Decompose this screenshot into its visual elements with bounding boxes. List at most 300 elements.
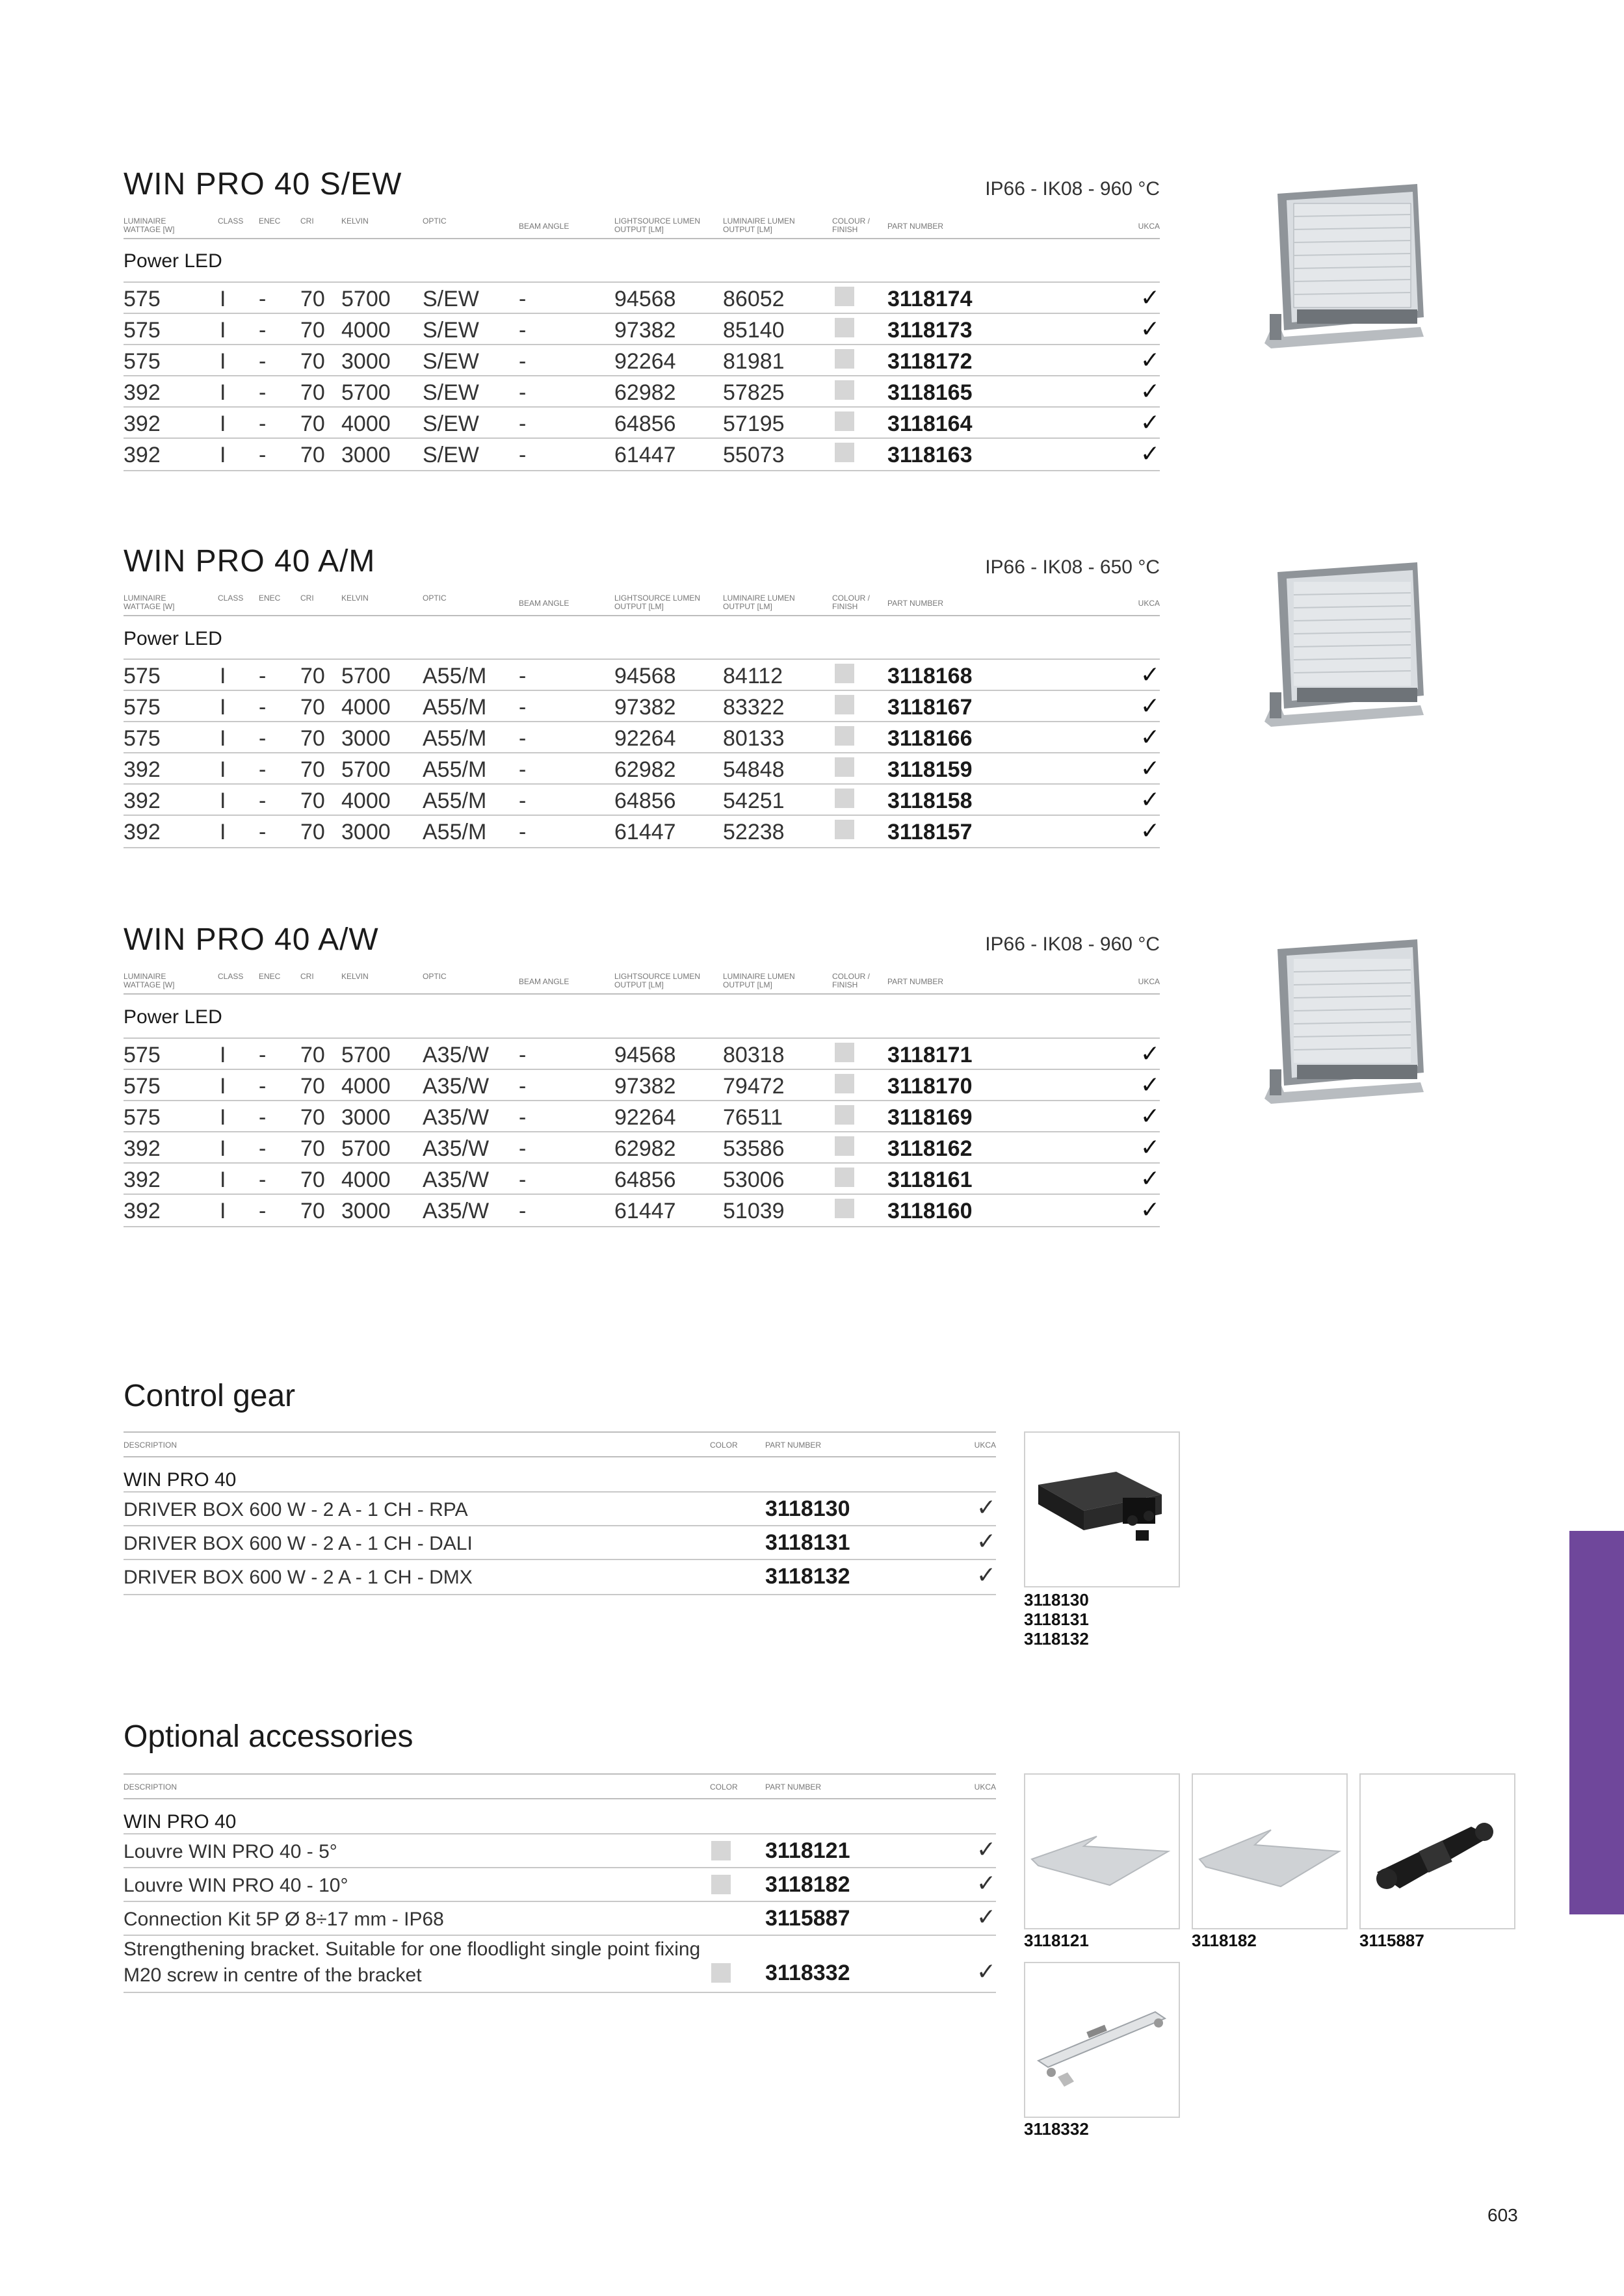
cell-w: 392 <box>124 1199 161 1223</box>
colour-swatch <box>835 411 854 431</box>
cell-optic: S/EW <box>423 318 479 343</box>
floodlight-image <box>1264 936 1440 1125</box>
table-row <box>124 313 1160 345</box>
cell-beam: - <box>519 820 527 844</box>
col-cri: CRI <box>300 594 314 603</box>
cell-k: 5700 <box>341 287 391 311</box>
col-beam: BEAM ANGLE <box>519 599 570 608</box>
cell-w: 575 <box>124 349 161 374</box>
cell-description: Louvre WIN PRO 40 - 10° <box>124 1875 348 1896</box>
col-part: PART NUMBER <box>887 599 944 608</box>
col-ukca: UKCA <box>974 1782 996 1792</box>
colour-swatch <box>835 757 854 777</box>
col-lum-lumen: LUMINAIRE LUMEN OUTPUT [LM] <box>723 972 795 989</box>
cell-enec: - <box>259 1074 267 1099</box>
cell-ls: 92264 <box>614 726 676 751</box>
cell-ls: 92264 <box>614 1105 676 1130</box>
cell-w: 575 <box>124 726 161 751</box>
section-title: WIN PRO 40 A/M <box>124 544 376 579</box>
cell-lum: 76511 <box>723 1105 783 1130</box>
cell-k: 4000 <box>341 411 391 436</box>
cell-cri: 70 <box>300 411 325 436</box>
cell-cls: I <box>220 287 226 311</box>
cell-cri: 70 <box>300 1136 325 1161</box>
cell-cls: I <box>220 1168 226 1192</box>
ukca-check-icon: ✓ <box>1140 378 1160 404</box>
cell-k: 3000 <box>341 820 391 844</box>
col-ukca: UKCA <box>1138 977 1160 986</box>
cell-lum: 51039 <box>723 1199 785 1223</box>
cell-cri: 70 <box>300 318 325 343</box>
col-kelvin: KELVIN <box>341 972 369 981</box>
cell-ls: 61447 <box>614 820 676 844</box>
col-beam: BEAM ANGLE <box>519 977 570 986</box>
louvre-10-image <box>1192 1773 1348 1929</box>
colour-swatch <box>835 1105 854 1125</box>
cell-cri: 70 <box>300 664 325 688</box>
part-number: 3118168 <box>887 664 973 688</box>
cell-cri: 70 <box>300 349 325 374</box>
col-optic: OPTIC <box>423 594 447 603</box>
cell-cls: I <box>220 1105 226 1130</box>
cell-enec: - <box>259 318 267 343</box>
cell-cri: 70 <box>300 1074 325 1099</box>
part-number: 3118163 <box>887 443 973 467</box>
cell-w: 392 <box>124 443 161 467</box>
cell-optic: A35/W <box>423 1168 490 1192</box>
cell-ls: 62982 <box>614 1136 676 1161</box>
cell-beam: - <box>519 318 527 343</box>
colour-swatch <box>711 1963 731 1983</box>
ukca-check-icon: ✓ <box>1140 1102 1160 1129</box>
control-gear-title: Control gear <box>124 1379 296 1413</box>
col-ls-lumen: LIGHTSOURCE LUMEN OUTPUT [LM] <box>614 594 701 611</box>
cell-optic: A55/M <box>423 789 487 813</box>
cell-w: 575 <box>124 318 161 343</box>
ukca-check-icon: ✓ <box>1140 817 1160 844</box>
ukca-check-icon: ✓ <box>1140 724 1160 750</box>
ukca-check-icon: ✓ <box>976 1528 996 1554</box>
cell-lum: 53006 <box>723 1168 785 1192</box>
cell-cls: I <box>220 664 226 688</box>
col-part: PART NUMBER <box>887 977 944 986</box>
cell-optic: A55/M <box>423 664 487 688</box>
photo-label: 3118131 <box>1024 1610 1089 1629</box>
cell-beam: - <box>519 349 527 374</box>
cell-cls: I <box>220 726 226 751</box>
colour-swatch <box>835 789 854 808</box>
photo-label: 3118130 <box>1024 1590 1089 1610</box>
col-ukca: UKCA <box>1138 222 1160 231</box>
cell-enec: - <box>259 757 267 782</box>
cell-enec: - <box>259 380 267 405</box>
cell-description: DRIVER BOX 600 W - 2 A - 1 CH - DMX <box>124 1567 473 1588</box>
colour-swatch <box>835 318 854 337</box>
cell-cls: I <box>220 695 226 720</box>
col-class: CLASS <box>218 972 244 981</box>
cell-optic: A35/W <box>423 1136 490 1161</box>
cell-optic: A35/W <box>423 1105 490 1130</box>
cell-lum: 53586 <box>723 1136 785 1161</box>
colour-swatch <box>835 726 854 746</box>
table-row <box>124 1833 996 1868</box>
cell-ls: 94568 <box>614 1043 676 1067</box>
part-number: 3115887 <box>765 1906 850 1931</box>
cell-cri: 70 <box>300 695 325 720</box>
part-number: 3118164 <box>887 411 973 436</box>
cell-ls: 64856 <box>614 411 676 436</box>
cell-cri: 70 <box>300 789 325 813</box>
group-label: WIN PRO 40 <box>124 1811 237 1833</box>
cell-enec: - <box>259 1136 267 1161</box>
photo-label: 3118332 <box>1024 2119 1089 2139</box>
colour-swatch <box>835 443 854 462</box>
col-wattage: LUMINAIRE WATTAGE [W] <box>124 594 175 611</box>
col-description: DESCRIPTION <box>124 1441 177 1450</box>
cell-enec: - <box>259 820 267 844</box>
table-row <box>124 1525 996 1560</box>
cell-beam: - <box>519 1074 527 1099</box>
table-header <box>124 969 1160 995</box>
cell-w: 392 <box>124 757 161 782</box>
section-title: WIN PRO 40 A/W <box>124 922 379 957</box>
cell-ls: 62982 <box>614 380 676 405</box>
ukca-check-icon: ✓ <box>1140 315 1160 342</box>
cell-cls: I <box>220 443 226 467</box>
cell-lum: 54251 <box>723 789 785 813</box>
cell-cls: I <box>220 349 226 374</box>
table-header <box>124 590 1160 616</box>
cell-ls: 64856 <box>614 789 676 813</box>
cell-lum: 55073 <box>723 443 785 467</box>
col-cri: CRI <box>300 972 314 981</box>
cell-optic: A55/M <box>423 726 487 751</box>
ukca-check-icon: ✓ <box>1140 755 1160 781</box>
cell-k: 4000 <box>341 789 391 813</box>
group-label: Power LED <box>124 628 222 649</box>
cell-cri: 70 <box>300 1199 325 1223</box>
ukca-check-icon: ✓ <box>976 1836 996 1862</box>
part-number: 3118165 <box>887 380 973 405</box>
ukca-check-icon: ✓ <box>976 1494 996 1520</box>
ukca-check-icon: ✓ <box>1140 1165 1160 1192</box>
cell-lum: 57195 <box>723 411 785 436</box>
cell-w: 392 <box>124 789 161 813</box>
cell-beam: - <box>519 380 527 405</box>
cell-enec: - <box>259 349 267 374</box>
cell-w: 392 <box>124 411 161 436</box>
part-number: 3118157 <box>887 820 973 844</box>
table-row <box>124 1194 1160 1227</box>
cell-beam: - <box>519 664 527 688</box>
part-number: 3118121 <box>765 1838 850 1863</box>
cell-optic: A55/M <box>423 695 487 720</box>
part-number: 3118170 <box>887 1074 973 1099</box>
cell-w: 392 <box>124 1136 161 1161</box>
cell-beam: - <box>519 287 527 311</box>
group-label: WIN PRO 40 <box>124 1469 237 1491</box>
connection-kit-image <box>1359 1773 1515 1929</box>
ukca-check-icon: ✓ <box>1140 440 1160 467</box>
table-row <box>124 1100 1160 1132</box>
cell-cri: 70 <box>300 1168 325 1192</box>
cell-lum: 80318 <box>723 1043 785 1067</box>
col-optic: OPTIC <box>423 972 447 981</box>
table-row <box>124 1069 1160 1101</box>
cell-cri: 70 <box>300 757 325 782</box>
cell-k: 4000 <box>341 1074 391 1099</box>
cell-description-line2: M20 screw in centre of the bracket <box>124 1964 422 1986</box>
group-label: Power LED <box>124 1006 222 1028</box>
ukca-check-icon: ✓ <box>1140 786 1160 813</box>
col-enec: ENEC <box>259 972 281 981</box>
cell-beam: - <box>519 1105 527 1130</box>
cell-ls: 94568 <box>614 664 676 688</box>
table-header <box>124 213 1160 239</box>
part-number: 3118132 <box>765 1564 850 1589</box>
part-number: 3118131 <box>765 1530 850 1555</box>
part-number: 3118173 <box>887 318 973 343</box>
cell-cls: I <box>220 318 226 343</box>
col-ukca: UKCA <box>974 1441 996 1450</box>
part-number: 3118130 <box>765 1496 850 1521</box>
cell-ls: 61447 <box>614 1199 676 1223</box>
table-row <box>124 406 1160 439</box>
col-ls-lumen: LIGHTSOURCE LUMEN OUTPUT [LM] <box>614 216 701 234</box>
cell-enec: - <box>259 789 267 813</box>
cell-w: 575 <box>124 1043 161 1067</box>
col-kelvin: KELVIN <box>341 216 369 226</box>
cell-beam: - <box>519 695 527 720</box>
cell-k: 5700 <box>341 1136 391 1161</box>
cell-k: 5700 <box>341 1043 391 1067</box>
cell-enec: - <box>259 695 267 720</box>
cell-enec: - <box>259 664 267 688</box>
cell-description: Louvre WIN PRO 40 - 5° <box>124 1841 337 1862</box>
col-lum-lumen: LUMINAIRE LUMEN OUTPUT [LM] <box>723 216 795 234</box>
ukca-check-icon: ✓ <box>1140 1196 1160 1223</box>
cell-beam: - <box>519 1136 527 1161</box>
ukca-check-icon: ✓ <box>976 1561 996 1588</box>
table-row <box>124 1491 996 1526</box>
cell-enec: - <box>259 1105 267 1130</box>
part-number: 3118160 <box>887 1199 973 1223</box>
cell-ls: 92264 <box>614 349 676 374</box>
cell-cri: 70 <box>300 726 325 751</box>
cell-lum: 54848 <box>723 757 785 782</box>
colour-swatch <box>711 1841 731 1860</box>
cell-lum: 79472 <box>723 1074 785 1099</box>
cell-ls: 61447 <box>614 443 676 467</box>
table-row <box>124 281 1160 314</box>
part-number: 3118167 <box>887 695 973 720</box>
cell-w: 575 <box>124 1105 161 1130</box>
cell-cls: I <box>220 1136 226 1161</box>
floodlight-image <box>1264 559 1440 748</box>
cell-ls: 94568 <box>614 287 676 311</box>
colour-swatch <box>835 1136 854 1156</box>
cell-k: 5700 <box>341 380 391 405</box>
table-row <box>124 1559 996 1595</box>
table-row <box>124 783 1160 816</box>
cell-cls: I <box>220 789 226 813</box>
cell-k: 3000 <box>341 1199 391 1223</box>
cell-enec: - <box>259 1168 267 1192</box>
col-class: CLASS <box>218 216 244 226</box>
cell-k: 3000 <box>341 1105 391 1130</box>
ukca-check-icon: ✓ <box>1140 284 1160 311</box>
cell-k: 4000 <box>341 1168 391 1192</box>
colour-swatch <box>711 1875 731 1894</box>
cell-ls: 64856 <box>614 1168 676 1192</box>
cell-cri: 70 <box>300 443 325 467</box>
cell-k: 3000 <box>341 349 391 374</box>
cell-beam: - <box>519 1199 527 1223</box>
col-ukca: UKCA <box>1138 599 1160 608</box>
cell-lum: 84112 <box>723 664 783 688</box>
cell-enec: - <box>259 443 267 467</box>
photo-label: 3115887 <box>1359 1931 1424 1950</box>
table-row <box>124 1901 996 1936</box>
colour-swatch <box>835 1043 854 1062</box>
ukca-check-icon: ✓ <box>976 1903 996 1930</box>
col-ls-lumen: LIGHTSOURCE LUMEN OUTPUT [LM] <box>614 972 701 989</box>
cell-w: 392 <box>124 1168 161 1192</box>
cell-cls: I <box>220 757 226 782</box>
part-number: 3118169 <box>887 1105 973 1130</box>
ukca-check-icon: ✓ <box>1140 346 1160 373</box>
col-colour: COLOUR / FINISH <box>832 216 871 234</box>
colour-swatch <box>835 1199 854 1218</box>
col-wattage: LUMINAIRE WATTAGE [W] <box>124 216 175 234</box>
table-row <box>124 659 1160 691</box>
cell-k: 3000 <box>341 726 391 751</box>
col-cri: CRI <box>300 216 314 226</box>
col-color: COLOR <box>710 1441 738 1450</box>
ukca-check-icon: ✓ <box>1140 1071 1160 1098</box>
cell-optic: S/EW <box>423 443 479 467</box>
table-row <box>124 1131 1160 1164</box>
cell-cri: 70 <box>300 1105 325 1130</box>
ukca-check-icon: ✓ <box>976 1870 996 1896</box>
cell-lum: 80133 <box>723 726 785 751</box>
cell-lum: 81981 <box>723 349 785 374</box>
col-colour: COLOUR / FINISH <box>832 972 871 989</box>
group-label: Power LED <box>124 250 222 272</box>
accessories-header <box>124 1773 996 1799</box>
colour-swatch <box>835 287 854 306</box>
ukca-check-icon: ✓ <box>976 1958 996 1985</box>
part-number: 3118332 <box>765 1961 850 1985</box>
col-description: DESCRIPTION <box>124 1782 177 1792</box>
table-row <box>124 752 1160 785</box>
cell-beam: - <box>519 1168 527 1192</box>
table-row <box>124 1867 996 1902</box>
cell-beam: - <box>519 757 527 782</box>
cell-k: 3000 <box>341 443 391 467</box>
table-row <box>124 437 1160 471</box>
cell-cri: 70 <box>300 1043 325 1067</box>
cell-lum: 83322 <box>723 695 785 720</box>
col-part: PART NUMBER <box>887 222 944 231</box>
cell-k: 4000 <box>341 695 391 720</box>
colour-swatch <box>835 820 854 839</box>
cell-optic: S/EW <box>423 380 479 405</box>
cell-optic: S/EW <box>423 349 479 374</box>
cell-cls: I <box>220 411 226 436</box>
cell-optic: A55/M <box>423 757 487 782</box>
cell-description: DRIVER BOX 600 W - 2 A - 1 CH - DALI <box>124 1533 473 1554</box>
part-number: 3118159 <box>887 757 973 782</box>
cell-w: 575 <box>124 287 161 311</box>
colour-swatch <box>835 695 854 714</box>
cell-lum: 57825 <box>723 380 785 405</box>
cell-w: 392 <box>124 820 161 844</box>
cell-enec: - <box>259 726 267 751</box>
part-number: 3118171 <box>887 1043 973 1067</box>
photo-label: 3118132 <box>1024 1629 1089 1649</box>
col-part: PART NUMBER <box>765 1782 822 1792</box>
cell-ls: 97382 <box>614 695 676 720</box>
accessories-title: Optional accessories <box>124 1719 413 1754</box>
control-gear-header <box>124 1431 996 1457</box>
section-rating: IP66 - IK08 - 960 °C <box>985 178 1160 200</box>
part-number: 3118161 <box>887 1168 973 1192</box>
cell-cri: 70 <box>300 380 325 405</box>
table-row <box>124 815 1160 848</box>
cell-enec: - <box>259 1199 267 1223</box>
col-wattage: LUMINAIRE WATTAGE [W] <box>124 972 175 989</box>
cell-optic: A55/M <box>423 820 487 844</box>
photo-label: 3118182 <box>1192 1931 1257 1950</box>
driver-box-image <box>1024 1431 1180 1587</box>
cell-beam: - <box>519 1043 527 1067</box>
cell-cls: I <box>220 380 226 405</box>
cell-beam: - <box>519 789 527 813</box>
col-lum-lumen: LUMINAIRE LUMEN OUTPUT [LM] <box>723 594 795 611</box>
colour-swatch <box>835 1168 854 1187</box>
floodlight-image <box>1264 181 1440 369</box>
section-title: WIN PRO 40 S/EW <box>124 167 402 202</box>
col-class: CLASS <box>218 594 244 603</box>
cell-ls: 97382 <box>614 1074 676 1099</box>
cell-enec: - <box>259 411 267 436</box>
cell-optic: A35/W <box>423 1199 490 1223</box>
cell-lum: 85140 <box>723 318 785 343</box>
section-rating: IP66 - IK08 - 960 °C <box>985 933 1160 955</box>
col-optic: OPTIC <box>423 216 447 226</box>
table-row <box>124 690 1160 722</box>
ukca-check-icon: ✓ <box>1140 409 1160 436</box>
part-number: 3118172 <box>887 349 973 374</box>
table-row <box>124 1037 1160 1070</box>
cell-beam: - <box>519 443 527 467</box>
cell-w: 575 <box>124 695 161 720</box>
colour-swatch <box>835 664 854 683</box>
cell-cls: I <box>220 1199 226 1223</box>
cell-beam: - <box>519 411 527 436</box>
col-colour: COLOUR / FINISH <box>832 594 871 611</box>
cell-w: 575 <box>124 664 161 688</box>
cell-k: 4000 <box>341 318 391 343</box>
cell-enec: - <box>259 287 267 311</box>
cell-optic: A35/W <box>423 1074 490 1099</box>
cell-k: 5700 <box>341 757 391 782</box>
page-number: 603 <box>1487 2205 1518 2225</box>
louvre-5-image <box>1024 1773 1180 1929</box>
col-beam: BEAM ANGLE <box>519 222 570 231</box>
col-enec: ENEC <box>259 216 281 226</box>
